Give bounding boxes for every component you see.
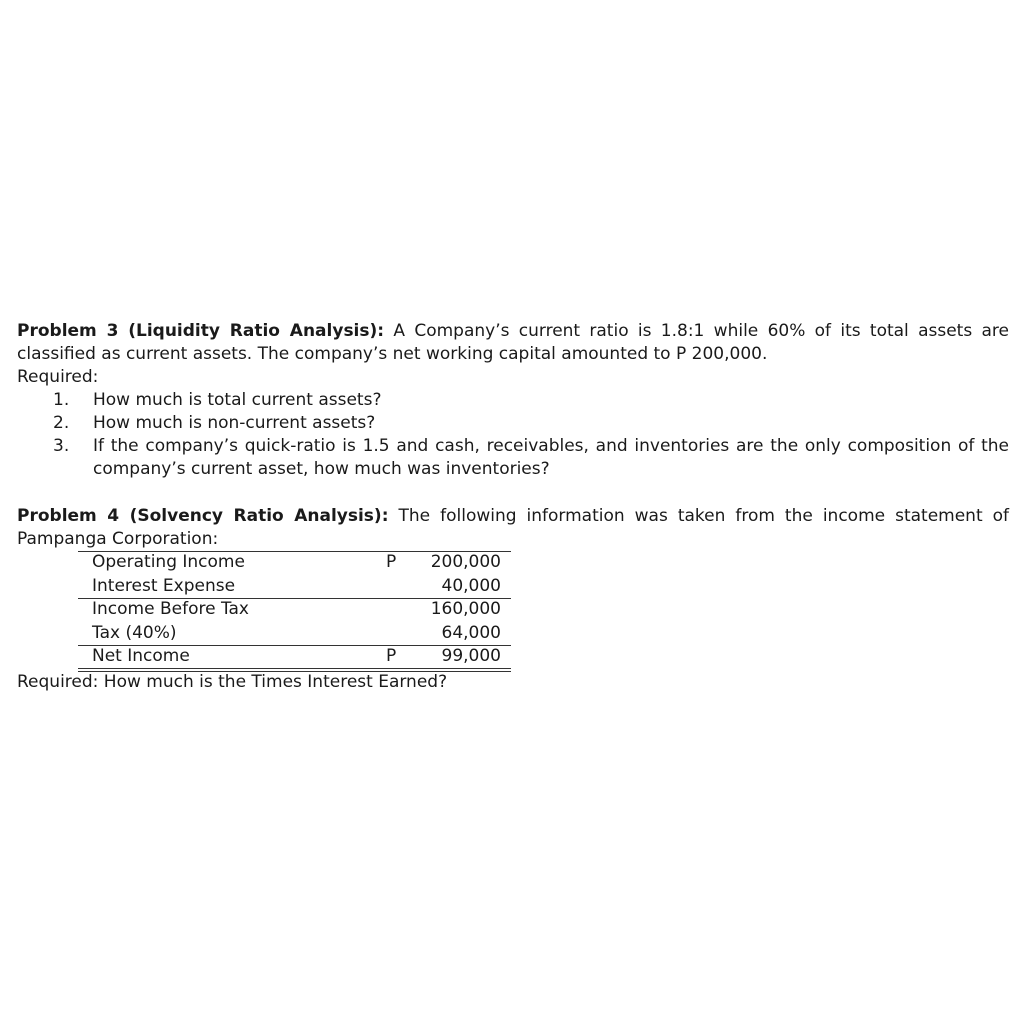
requirement-number: 2.: [53, 413, 70, 433]
row-amount: 40,000: [441, 575, 501, 596]
row-currency: P: [386, 646, 397, 666]
requirement-number: 3.: [53, 436, 70, 456]
statement-double-rule: [78, 668, 511, 672]
requirement-text: How much is non-current assets?: [93, 413, 376, 433]
problem-3-paragraph: [17, 320, 1009, 366]
income-statement: [78, 551, 511, 669]
row-label: Interest Expense: [92, 575, 236, 596]
problem-4-paragraph: [17, 505, 1009, 551]
statement-row-net-income: [78, 645, 511, 669]
requirement-text: If the company’s quick-ratio is 1.5 and cash, receivables, and inventories are the only composition of the company’s current asset, how much was inventories?: [93, 436, 1009, 479]
statement-row-income-before-tax: [78, 598, 511, 622]
problem-3-required-label: Required:: [17, 367, 99, 387]
row-amount: 64,000: [441, 622, 501, 643]
requirement-item: [17, 435, 1009, 481]
row-label: Income Before Tax: [92, 599, 249, 619]
row-amount: 160,000: [430, 599, 501, 619]
row-label: Operating Income: [92, 552, 245, 572]
document-body: [17, 320, 1009, 694]
row-label: Tax (40%): [92, 622, 177, 643]
requirement-item: [17, 412, 1009, 435]
row-currency: P: [386, 552, 397, 572]
statement-row-tax: [78, 622, 511, 646]
problem-4-text: The following information was taken from the income statement of Pampanga Corporation:: [17, 506, 1009, 549]
row-amount: 99,000: [441, 646, 501, 666]
problem-3-text: A Company’s current ratio is 1.8:1 while 60% of its total assets are classified as current assets. The company’s net working capital amounted to P 200,000.: [17, 321, 1009, 364]
requirement-text: How much is total current assets?: [93, 390, 382, 410]
row-amount: 200,000: [430, 552, 501, 572]
problem-4-heading: Problem 4 (Solvency Ratio Analysis):: [17, 506, 389, 526]
problem-4-required: Required: How much is the Times Interest Earned?: [17, 671, 448, 692]
problem-3-heading: Problem 3 (Liquidity Ratio Analysis):: [17, 321, 385, 341]
requirement-item: [17, 389, 1009, 412]
statement-row-interest-expense: [78, 575, 511, 599]
row-label: Net Income: [92, 646, 190, 666]
requirement-number: 1.: [53, 390, 70, 410]
statement-row-operating-income: [78, 551, 511, 575]
problem-3-requirements: [17, 389, 1009, 481]
